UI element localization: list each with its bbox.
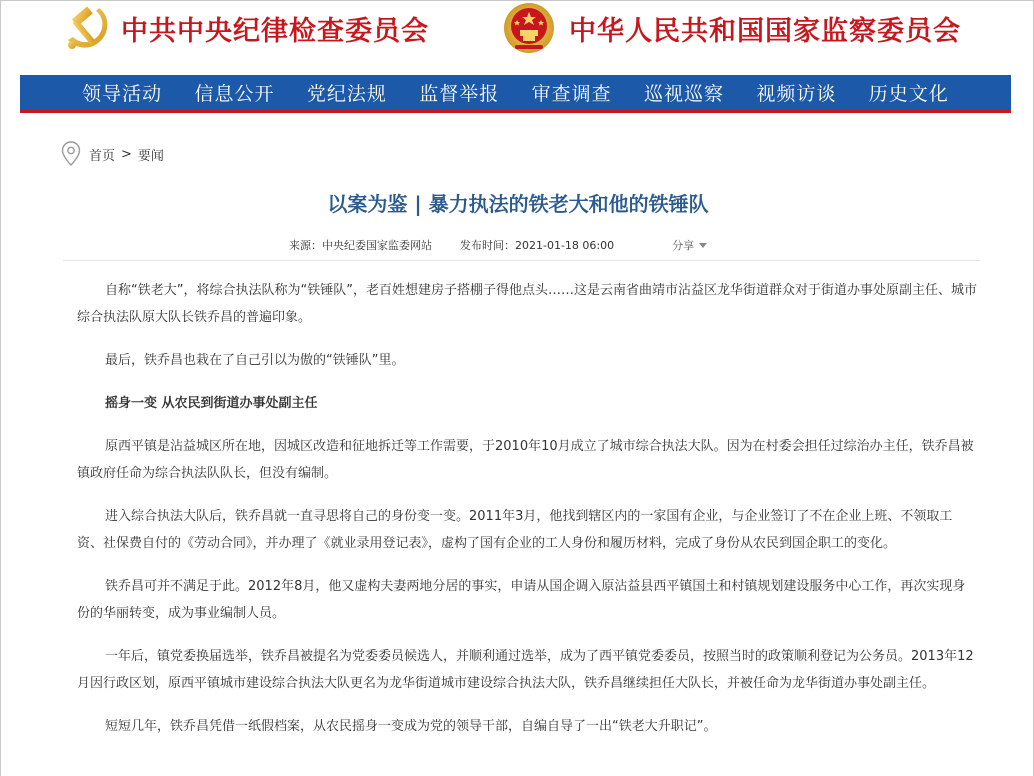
chevron-down-icon bbox=[699, 243, 707, 248]
meta-divider bbox=[63, 260, 980, 261]
nav-item-regulations[interactable]: 党纪法规 bbox=[306, 83, 387, 105]
article-paragraph: 自称“铁老大”，将综合执法队称为“铁锤队”，老百姓想建房子搭棚子得他点头……这是云南省曲靖市沾益区龙华街道群众对于街道办事处原副主任、城市综合执法队原大队长铁乔昌的普遍印象。 bbox=[77, 283, 977, 325]
article-paragraph: 进入综合执法大队后，铁乔昌就一直寻思将自己的身份变一变。2011年3月，他找到辖区内的一家国有企业，与企业签订了不在企业上班、不领取工资、社保费自付的《劳动合同》，并办理了《就业录用登记表》，虚构了国有企业的工人身份和履历材料，完成了身份从农民到国企职工的变化。 bbox=[77, 509, 953, 551]
nav-item-disclosure[interactable]: 信息公开 bbox=[194, 83, 275, 105]
nsc-title: 中华人民共和国国家监察委员会 bbox=[569, 15, 961, 47]
article-publish-time: 发布时间：2021-01-18 06:00 bbox=[460, 239, 615, 252]
ccdi-logo[interactable] bbox=[63, 3, 429, 53]
article-paragraph: 铁乔昌可并不满足于此。2012年8月，他又虚构夫妻两地分居的事实，申请从国企调入原沾益县西平镇国土和村镇规划建设服务中心工作，再次实现身份的华丽转变，成为事业编制人员。 bbox=[77, 579, 966, 621]
article-subheading: 摇身一变 从农民到街道办事处副主任 bbox=[105, 396, 318, 411]
share-label: 分享 bbox=[672, 239, 695, 252]
party-emblem-icon bbox=[63, 4, 113, 52]
nav-item-video[interactable]: 视频访谈 bbox=[756, 83, 837, 105]
article-title: 以案为鉴 | 暴力执法的铁老大和他的铁锤队 bbox=[327, 192, 709, 216]
site-header bbox=[1, 1, 1034, 75]
nav-item-inspection[interactable]: 巡视巡察 bbox=[644, 83, 725, 105]
breadcrumb-current[interactable]: 要闻 bbox=[137, 148, 164, 164]
ccdi-title: 中共中央纪律检查委员会 bbox=[121, 15, 429, 47]
share-button[interactable] bbox=[672, 237, 707, 253]
article-paragraph: 短短几年，铁乔昌凭借一纸假档案，从农民摇身一变成为党的领导干部，自编自导了一出“铁老大升职记”。 bbox=[105, 719, 717, 734]
nav-item-investigation[interactable]: 审查调查 bbox=[531, 83, 612, 105]
article-source: 来源：中央纪委国家监委网站 bbox=[289, 239, 432, 252]
article-paragraph: 原西平镇是沾益城区所在地，因城区改造和征地拆迁等工作需要，于2010年10月成立了城市综合执法大队。因为在村委会担任过综治办主任，铁乔昌被镇政府任命为综合执法队队长，但没有编制。 bbox=[77, 439, 974, 481]
nav-item-report[interactable]: 监督举报 bbox=[419, 83, 500, 105]
breadcrumb-separator: > bbox=[121, 146, 132, 162]
article-meta bbox=[289, 237, 707, 253]
national-emblem-icon bbox=[501, 1, 557, 55]
article-body bbox=[77, 277, 977, 756]
nsc-logo[interactable] bbox=[501, 1, 961, 55]
breadcrumb bbox=[61, 141, 164, 167]
nav-item-leadership[interactable]: 领导活动 bbox=[82, 83, 163, 105]
nav-item-history[interactable]: 历史文化 bbox=[868, 83, 949, 105]
article-paragraph: 一年后，镇党委换届选举，铁乔昌被提名为党委委员候选人，并顺利通过选举，成为了西平镇党委委员，按照当时的政策顺利登记为公务员。2013年12月因行政区划，原西平镇城市建设综合执法大队更名为龙华街道城市建设综合执法大队，铁乔昌继续担任大队长，并被任命为龙华街道办事处副主任。 bbox=[77, 649, 974, 691]
breadcrumb-home[interactable]: 首页 bbox=[89, 148, 116, 164]
main-nav bbox=[20, 75, 1011, 113]
location-pin-icon bbox=[61, 141, 81, 167]
article-paragraph: 最后，铁乔昌也栽在了自己引以为傲的“铁锤队”里。 bbox=[105, 353, 405, 368]
